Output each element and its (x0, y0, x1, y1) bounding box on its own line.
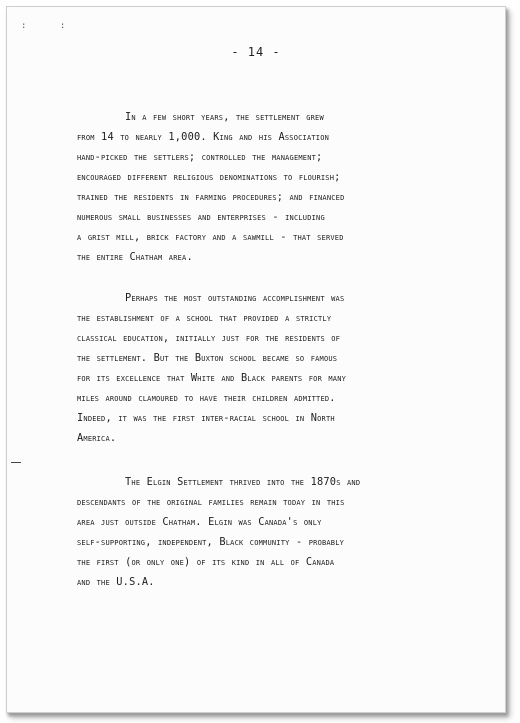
paragraph-line: classical education, initially just for the residents of (77, 332, 341, 344)
document-page (6, 6, 506, 713)
paragraph-line: numerous small businesses and enterprises - including (77, 211, 325, 223)
paragraph-line: miles around clamoured to have their children admitted. (77, 392, 336, 404)
paragraph-line: the entire Chatham area. (77, 251, 193, 263)
paragraph-line: Perhaps the most outstanding accomplishment was (125, 292, 345, 304)
paragraph-line: the establishment of a school that provided a strictly (77, 312, 332, 324)
paragraph-line: and the U.S.A. (77, 576, 155, 588)
paragraph-3 (77, 472, 497, 592)
paragraph-line: descendants of the original families remain today in this (77, 496, 345, 508)
paragraph-line: the first (or only one) of its kind in all of Canada (77, 556, 335, 568)
paragraph-line: In a few short years, the settlement grew (125, 111, 324, 123)
margin-mark (11, 462, 21, 463)
paragraph-line: The Elgin Settlement thrived into the 1870s and (125, 476, 361, 488)
paragraph-line: Indeed, it was the first inter-racial school in North (77, 412, 335, 424)
page-number: - 14 - (231, 45, 281, 59)
paragraph-line: from 14 to nearly 1,000. King and his Association (77, 131, 330, 143)
paragraph-line: a grist mill, brick factory and a sawmill - that served (77, 231, 344, 243)
paragraph-2 (77, 288, 497, 448)
paragraph-1 (77, 107, 497, 267)
corner-marks: : : (21, 21, 80, 31)
paragraph-line: area just outside Chatham. Elgin was Canada's only (77, 516, 322, 528)
paragraph-line: self-supporting, independent, Black community - probably (77, 536, 345, 548)
paragraph-line: encouraged different religious denominations to flourish; (77, 171, 341, 183)
paragraph-line: trained the residents in farming procedures; and financed (77, 191, 345, 203)
paragraph-line: hand-picked the settlers; controlled the management; (77, 151, 323, 163)
paragraph-line: for its excellence that White and Black parents for many (77, 372, 347, 384)
paragraph-line: America. (77, 432, 117, 444)
paragraph-line: the settlement. But the Buxton school became so famous (77, 352, 338, 364)
